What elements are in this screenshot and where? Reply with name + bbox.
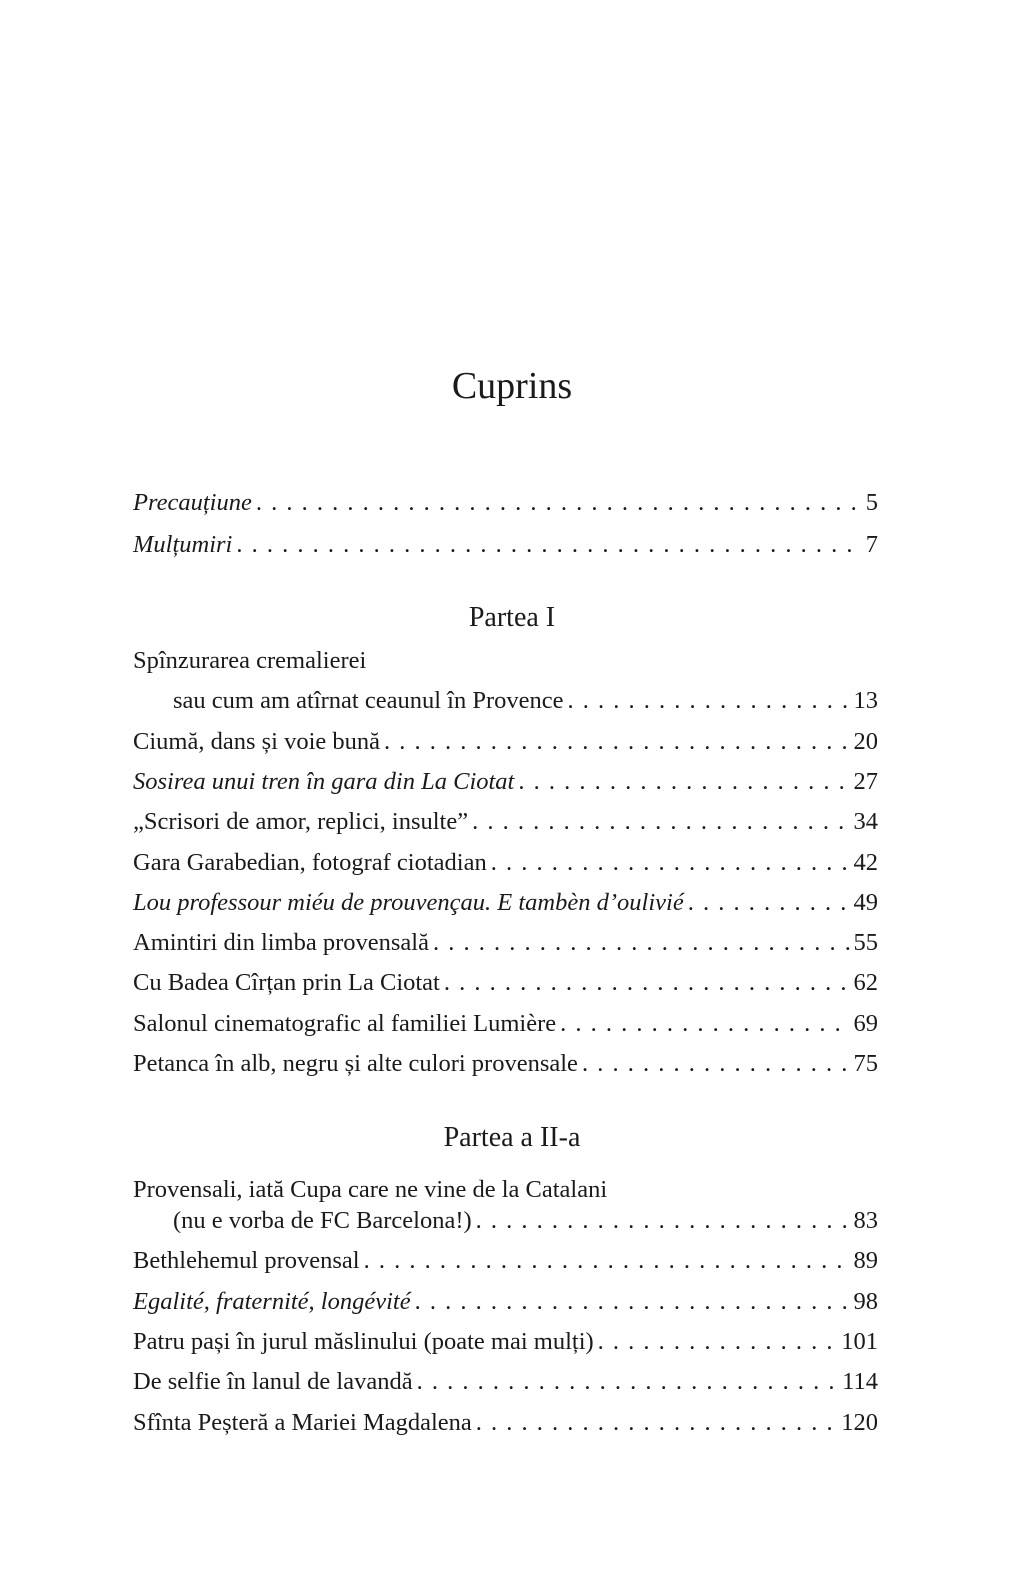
dot-leader — [688, 888, 850, 918]
toc-entry[interactable] — [133, 1408, 878, 1438]
toc-entry-page: 101 — [841, 1327, 878, 1355]
toc-entry-title: Provensali, iată Cupa care ne vine de la Catalani — [133, 1176, 608, 1203]
toc-entry-title: Cu Badea Cîrțan prin La Ciotat — [133, 969, 440, 997]
toc-entry[interactable] — [133, 1009, 878, 1039]
toc-entry-page: 62 — [853, 969, 878, 997]
toc-entry-title: Amintiri din limba provensală — [133, 929, 429, 957]
toc-entry[interactable] — [133, 530, 878, 560]
dot-leader — [384, 727, 849, 757]
toc-entry-page: 42 — [853, 848, 878, 876]
toc-entry[interactable] — [133, 1367, 878, 1397]
toc-entry-page: 13 — [853, 687, 878, 715]
toc-entry[interactable] — [133, 1049, 878, 1079]
toc-entry-title: Lou professour miéu de prouvençau. E tambèn d’oulivié — [133, 888, 684, 916]
toc-entry-page: 34 — [853, 808, 878, 836]
part-heading: Partea I — [468, 602, 556, 633]
toc-entry-page: 27 — [853, 767, 878, 795]
toc-entry-title: Precauțiune — [133, 489, 252, 516]
toc-entry-title: (nu e vorba de FC Barcelona!) — [173, 1207, 472, 1234]
dot-leader — [476, 1408, 837, 1438]
dot-leader — [582, 1049, 850, 1079]
dot-leader — [472, 807, 849, 837]
dot-leader — [476, 1206, 850, 1236]
toc-entry-page: 69 — [853, 1009, 878, 1037]
toc-entry[interactable] — [133, 646, 878, 676]
toc-entry-title: Egalité, fraternité, longévité — [133, 1287, 411, 1315]
dot-leader — [560, 1009, 849, 1039]
toc-entry-title: Salonul cinematografic al familiei Lumière — [133, 1009, 557, 1037]
toc-entry-title: Mulțumiri — [133, 531, 233, 558]
dot-leader — [598, 1327, 838, 1357]
toc-entry-title: Patru pași în jurul măslinului (poate mai mulți) — [133, 1327, 594, 1355]
dot-leader — [568, 686, 850, 716]
toc-entry-title: Spînzurarea cremalierei — [133, 647, 367, 674]
toc-entry[interactable] — [173, 1206, 878, 1236]
toc-entry[interactable] — [133, 968, 878, 998]
toc-entry-title: „Scrisori de amor, replici, insulte” — [133, 808, 469, 836]
toc-entry-title: sau cum am atîrnat ceaunul în Provence — [173, 687, 564, 715]
dot-leader — [491, 848, 850, 878]
dot-leader — [256, 488, 862, 518]
toc-entry-page: 55 — [853, 929, 878, 957]
dot-leader — [518, 767, 849, 797]
toc-entry-page: 114 — [842, 1368, 878, 1396]
toc-entry-page: 20 — [853, 727, 878, 755]
dot-leader — [415, 1287, 850, 1317]
toc-entry-title: De selfie în lanul de lavandă — [133, 1368, 413, 1396]
toc-entry-page: 7 — [865, 531, 878, 558]
toc-entry-page: 89 — [853, 1247, 878, 1275]
toc-entry[interactable] — [133, 1327, 878, 1357]
toc-entry[interactable] — [133, 1287, 878, 1317]
dot-leader — [433, 928, 850, 958]
toc-entry[interactable] — [133, 767, 878, 797]
dot-leader — [236, 530, 861, 560]
toc-entry[interactable] — [173, 686, 878, 716]
dot-leader — [364, 1246, 850, 1276]
page-title: Cuprins — [451, 365, 573, 407]
toc-entry-title: Gara Garabedian, fotograf ciotadian — [133, 848, 487, 876]
toc-entry[interactable] — [133, 1175, 878, 1205]
dot-leader — [444, 968, 850, 998]
toc-entry-page: 75 — [853, 1050, 878, 1077]
toc-entry[interactable] — [133, 1246, 878, 1276]
toc-entry-page: 5 — [865, 489, 878, 516]
toc-entry[interactable] — [133, 928, 878, 958]
toc-entry[interactable] — [133, 727, 878, 757]
toc-entry-title: Petanca în alb, negru și alte culori provensale — [133, 1050, 578, 1077]
toc-entry-title: Bethlehemul provensal — [133, 1247, 360, 1275]
dot-leader — [417, 1367, 839, 1397]
toc-entry-title: Sfînta Peșteră a Mariei Magdalena — [133, 1408, 472, 1436]
toc-entry[interactable] — [133, 848, 878, 878]
toc-entry-page: 83 — [853, 1207, 878, 1234]
toc-entry[interactable] — [133, 888, 878, 918]
toc-entry-page: 98 — [853, 1287, 878, 1315]
toc-entry[interactable] — [133, 807, 878, 837]
toc-entry-page: 120 — [841, 1408, 878, 1436]
toc-entry[interactable] — [133, 488, 878, 518]
toc-entry-title: Sosirea unui tren în gara din La Ciotat — [133, 767, 515, 795]
toc-entry-title: Ciumă, dans și voie bună — [133, 727, 381, 755]
part-heading: Partea a II-a — [443, 1122, 581, 1153]
toc-entry-page: 49 — [853, 888, 878, 916]
